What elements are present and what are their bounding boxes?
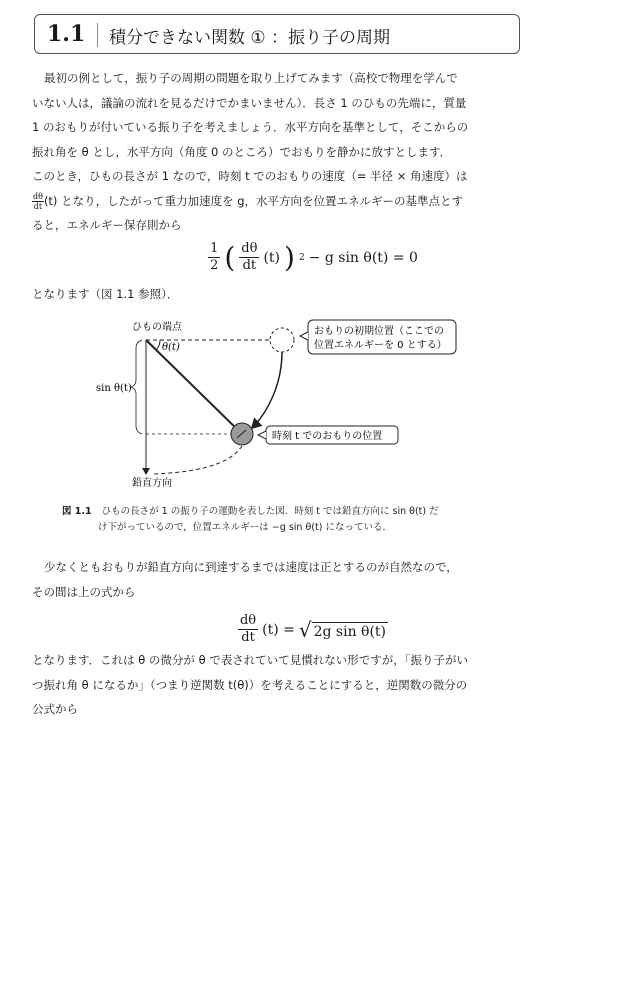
theta-arc xyxy=(156,340,160,350)
text-line: このとき，ひもの長さが 1 なので，時刻 t でのおもりの速度（= 半径 × 角速度）は xyxy=(32,169,468,183)
text-line: 最初の例として，振り子の周期の問題を取り上げてみます（高校で物理を学んで xyxy=(44,71,458,85)
label-theta: θ(t) xyxy=(162,342,180,353)
fraction-derivative: $\frac{d\theta}{dt}$ xyxy=(241,241,258,273)
callout-initial-line2: 位置エネルギーを 0 とする） xyxy=(314,340,447,351)
pendulum-diagram xyxy=(90,314,447,494)
paragraph-intro xyxy=(32,66,526,238)
text-line: となります（図 1.1 参照）． xyxy=(32,287,179,301)
text-line: ると，エネルギー保存則から xyxy=(32,218,182,232)
fraction-half: $\frac{1}{2}$ xyxy=(210,241,219,273)
callout-initial-line1: おもりの初期位置（ここでの xyxy=(314,326,444,337)
section-title: 積分できない関数 ① ：振り子の周期 xyxy=(109,28,391,48)
swing-arrow xyxy=(252,352,282,428)
text-line: つ振れ角 θ になるか」（つまり逆関数 t(θ)）を考えることにすると，逆関数の微分の xyxy=(32,677,468,692)
label-sin: sin θ(t) xyxy=(96,383,132,394)
sqrt-expression: √ 2g sin θ(t) xyxy=(298,617,387,642)
section-header xyxy=(34,14,520,54)
text-line: 1 のおもりが付いている振り子を考えましょう．水平方向を基準として，そこからの xyxy=(32,120,469,134)
sin-brace xyxy=(130,340,142,434)
initial-bob-circle xyxy=(270,328,294,352)
label-vertical: 鉛直方向 xyxy=(132,478,172,489)
label-string-end: ひもの端点 xyxy=(132,322,182,333)
section-divider xyxy=(97,23,98,47)
text-line: 公式から xyxy=(32,702,78,716)
section-number: 1.1 xyxy=(47,21,86,47)
text-line: いない人は，議論の流れを見るだけでかまいません）．長さ 1 のひもの先端に，質量 xyxy=(32,95,467,110)
text-line: $\frac{d\theta}{dt}$ (t) となり，したがって重力加速度を g，水平方向を位置エネルギーの基準点とす xyxy=(33,191,464,211)
caption-line1: ひもの長さが 1 の振り子の運動を表した図．時刻 t では鉛直方向に sin θ(t) だ xyxy=(101,506,439,517)
text-line: 振れ角を θ とし，水平方向（角度 0 のところ）でおもりを静かに放すとします． xyxy=(32,144,452,159)
paragraph-ref xyxy=(32,282,526,307)
trajectory-dashed-arc xyxy=(154,446,242,474)
figure-caption xyxy=(62,504,502,536)
caption-label: 図 1.1 xyxy=(62,506,92,517)
pendulum-string xyxy=(146,340,242,434)
text-line: となります．これは θ の微分が θ で表されていて見慣れない形ですが，「振り子がい xyxy=(32,653,469,667)
inline-derivative: $\frac{d\theta}{dt}$ xyxy=(33,191,43,211)
fraction-derivative: $\frac{d\theta}{dt}$ xyxy=(239,613,257,645)
paragraph-inverse xyxy=(32,648,526,722)
caption-line2: け下がっているので，位置エネルギーは −g sin θ(t) になっている． xyxy=(98,522,392,533)
text-line: 少なくともおもりが鉛直方向に到達するまでは速度は正とするのが自然なので， xyxy=(44,560,458,574)
equation-energy: $\frac{1}{2}$ ( $\frac{d\theta}{dt}$ (t) ) 2 − g sin θ(t) = 0 xyxy=(210,240,418,274)
paragraph-positive xyxy=(32,555,526,604)
equation-derivative: $\frac{d\theta}{dt}$ (t) = √ 2g sin θ(t) xyxy=(239,613,387,645)
text-line: その間は上の式から xyxy=(32,584,136,599)
callout-time-text: 時刻 t でのおもりの位置 xyxy=(272,431,383,442)
